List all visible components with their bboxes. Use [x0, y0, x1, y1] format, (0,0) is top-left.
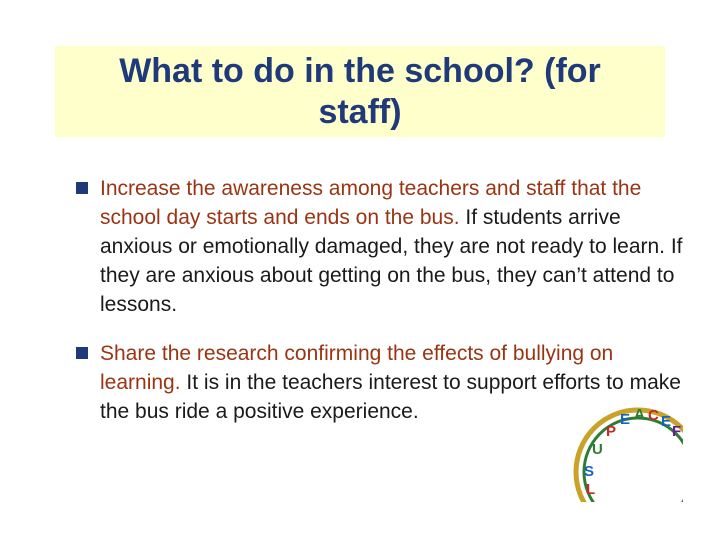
slide-title: What to do in the school? (for staff) — [119, 51, 601, 131]
svg-text:F: F — [672, 423, 682, 440]
svg-text:L: L — [586, 481, 596, 498]
title-box — [55, 46, 665, 137]
bullet-body: It is in the teachers interest to support efforts to make the bus ride a positive experience. — [100, 371, 681, 423]
bullet-highlight: Share the research confirming the effects of bullying on learning. — [100, 342, 614, 394]
bullet-text — [100, 174, 690, 319]
bullet-body: If students arrive anxious or emotionally damaged, they are not ready to learn. If they are anxious about getting on the bus, they can’t attend to lessons. — [100, 206, 683, 316]
square-bullet-icon — [76, 182, 88, 194]
peace-seal-logo-icon — [568, 402, 683, 502]
svg-text:U: U — [592, 441, 603, 458]
bullet-item — [76, 174, 696, 319]
bullet-highlight: Increase the awareness among teachers and staff that the school day starts and ends on the bus. — [100, 177, 642, 229]
svg-text:E: E — [620, 411, 631, 428]
svg-text:S: S — [584, 463, 595, 480]
square-bullet-icon — [76, 347, 88, 359]
svg-text:A: A — [634, 406, 645, 423]
svg-text:P: P — [606, 423, 617, 440]
svg-text:E: E — [661, 413, 672, 430]
svg-text:C: C — [648, 407, 659, 424]
